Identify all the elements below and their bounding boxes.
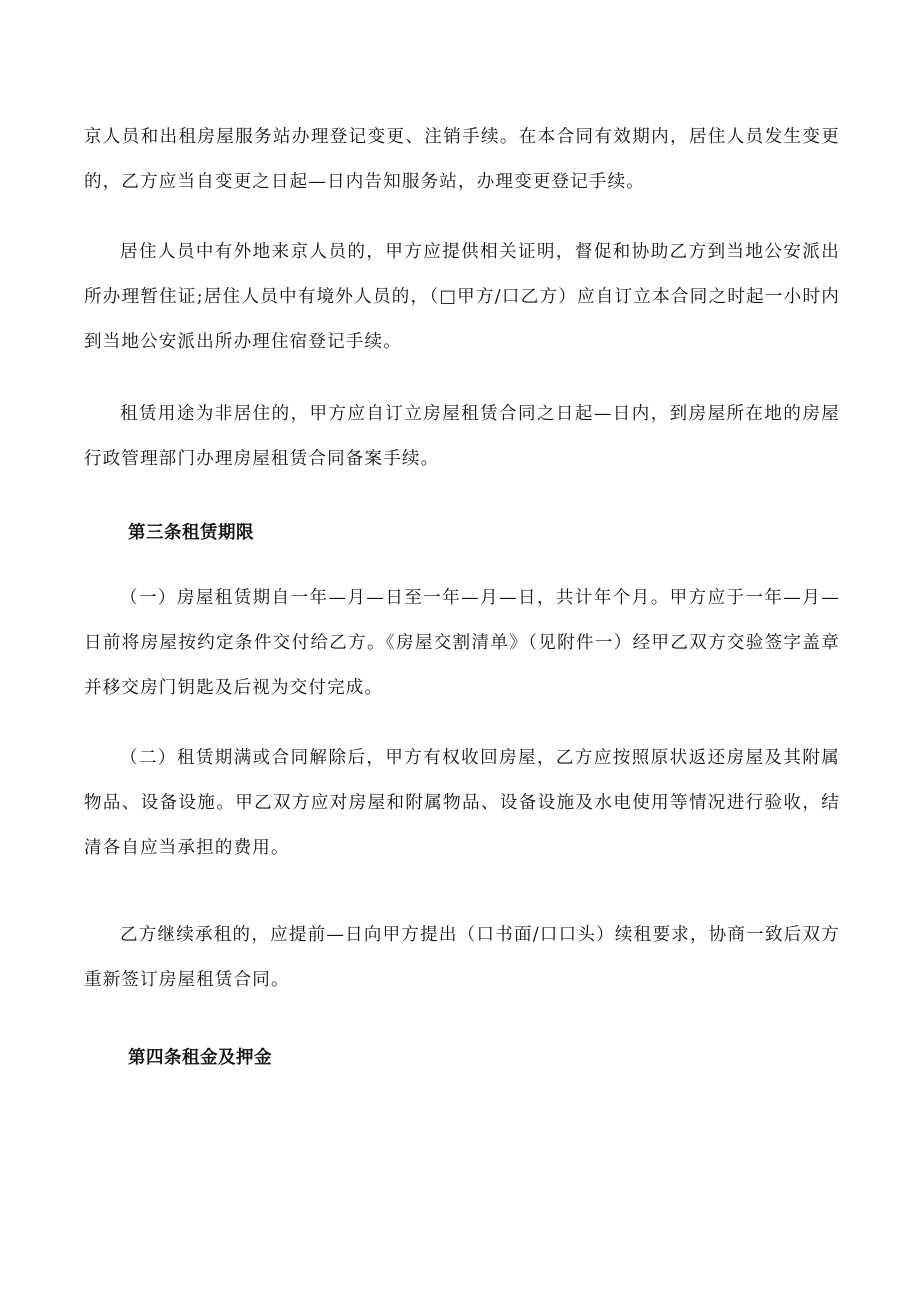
paragraph-lease-expiry: （二）租赁期满或合同解除后，甲方有权收回房屋，乙方应按照原状返还房屋及其附属物品、设备设施。甲乙双方应对房屋和附属物品、设备设施及水电使用等情况进行验收，结清各自应当承担的费用。: [84, 748, 840, 858]
heading-article-4: 第四条租金及押金: [128, 1048, 272, 1068]
paragraph-registration-change: 京人员和出租房屋服务站办理登记变更、注销手续。在本合同有效期内，居住人员发生变更的，乙方应当自变更之日起—日内告知服务站，办理变更登记手续。: [84, 127, 840, 192]
paragraph-residents-permit: 居住人员中有外地来京人员的，甲方应提供相关证明，督促和协助乙方到当地公安派出所办理暂住证;居住人员中有境外人员的，（□甲方/口乙方）应自订立本合同之时起一小时内到当地公安派出所办理住宿登记手续。: [84, 242, 840, 352]
paragraph-renewal: 乙方继续承租的，应提前—日向甲方提出（口书面/口口头）续租要求，协商一致后双方重新签订房屋租赁合同。: [84, 925, 840, 990]
heading-article-3: 第三条租赁期限: [128, 523, 254, 543]
paragraph-lease-term: （一）房屋租赁期自一年—月—日至一年—月—日，共计年个月。甲方应于一年—月—日前将房屋按约定条件交付给乙方。《房屋交割清单》（见附件一）经甲乙双方交验签字盖章并移交房门钥匙及后视为交付完成。: [84, 588, 840, 698]
paragraph-non-residential-filing: 租赁用途为非居住的，甲方应自订立房屋租赁合同之日起—日内，到房屋所在地的房屋行政管理部门办理房屋租赁合同备案手续。: [84, 404, 840, 469]
